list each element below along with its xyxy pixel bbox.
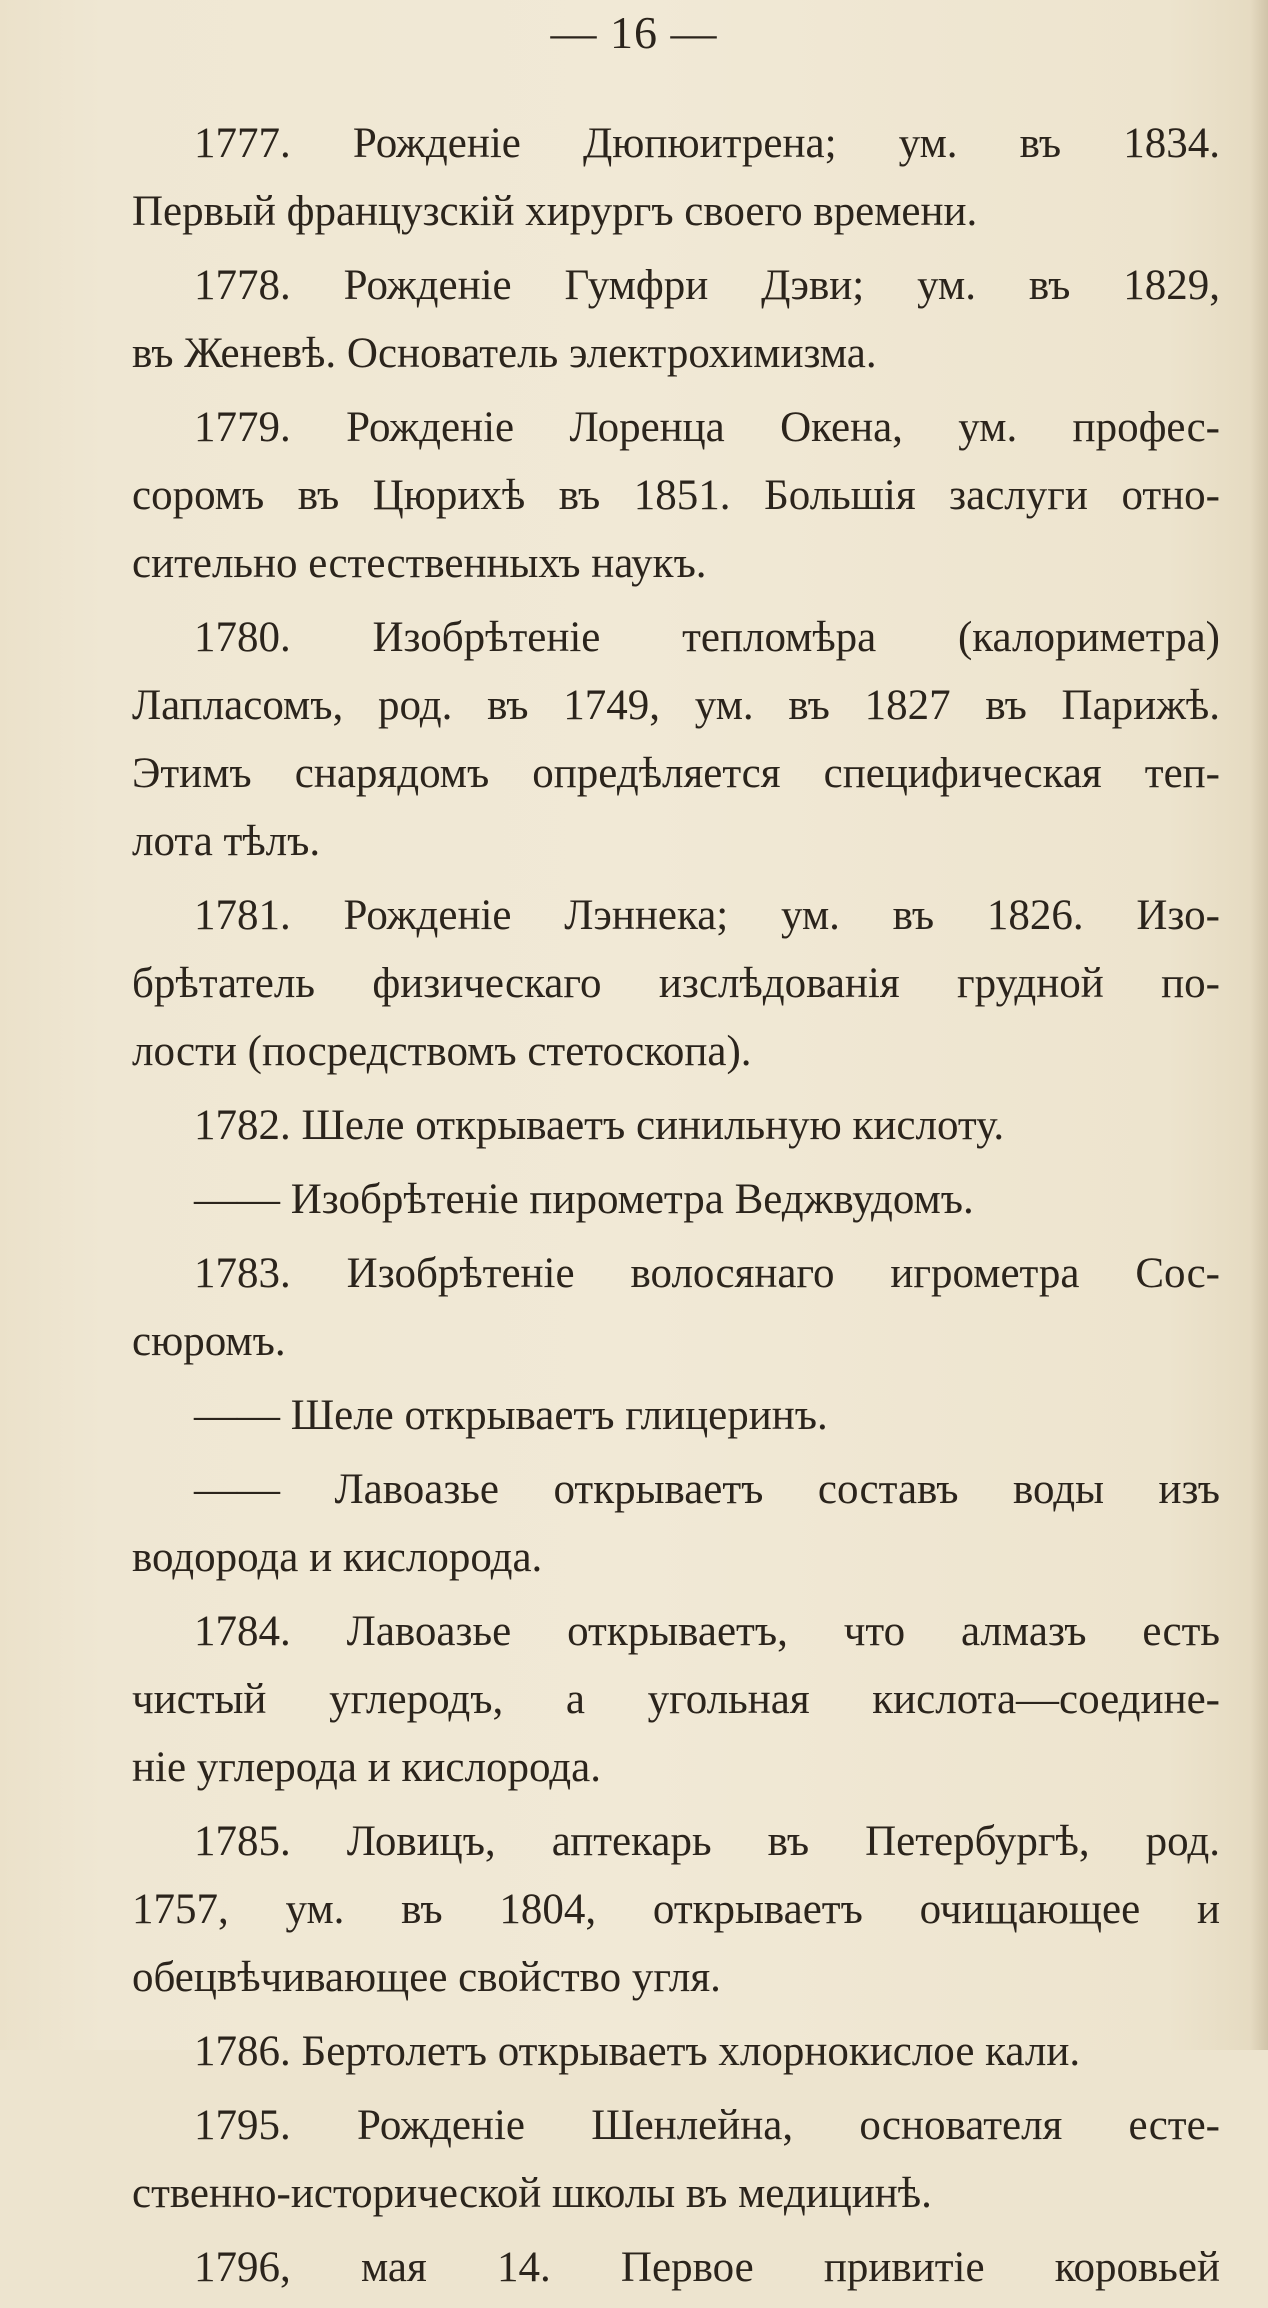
text-line: 1780. Изобрѣтеніе тепломѣра (калориметра) (194, 614, 1220, 661)
text-line: —— Изобрѣтеніе пирометра Веджвудомъ. (194, 1176, 974, 1223)
text-line: 1781. Рожденіе Лэннека; ум. въ 1826. Изо- (194, 892, 1220, 939)
text-line: лота тѣлъ. (132, 818, 321, 865)
text-line: 1786. Бертолетъ открываетъ хлорнокислое кали. (194, 2028, 1081, 2075)
text-line: 1785. Ловицъ, аптекарь въ Петербургѣ, род. (194, 1818, 1220, 1865)
text-line: сительно естественныхъ наукъ. (132, 540, 707, 587)
text-line: —— Шеле открываетъ глицеринъ. (194, 1392, 828, 1439)
entry-1784 (132, 1598, 1220, 1802)
text-line: водорода и кислорода. (132, 1534, 543, 1581)
text-line: —— Лавоазье открываетъ составъ воды изъ (194, 1466, 1220, 1513)
entry-1780 (132, 604, 1220, 876)
text-line: брѣтатель физическаго изслѣдованія грудной по- (132, 960, 1220, 1007)
text-line: въ Женевѣ. Основатель электрохимизма. (132, 330, 877, 377)
entry-1781 (132, 882, 1220, 1086)
text-line: 1779. Рожденіе Лоренца Окена, ум. профес- (194, 404, 1220, 451)
page-number: — 16 — (550, 7, 718, 58)
text-line: Лапласомъ, род. въ 1749, ум. въ 1827 въ Парижѣ. (132, 682, 1220, 729)
text-line: обецвѣчивающее свойство угля. (132, 1954, 721, 2001)
text-line: ніе углерода и кислорода. (132, 1744, 601, 1791)
text-line: Этимъ снарядомъ опредѣляется специфическая теп- (132, 750, 1220, 797)
text-line: 1778. Рожденіе Гумфри Дэви; ум. въ 1829, (194, 262, 1220, 309)
entry-1779 (132, 394, 1220, 598)
entry-1777 (132, 110, 1220, 246)
entry-1795 (132, 2092, 1220, 2228)
entry-1785 (132, 1808, 1220, 2012)
text-line: 1784. Лавоазье открываетъ, что алмазъ есть (194, 1608, 1220, 1655)
entry-1786 (132, 2018, 1220, 2086)
text-line: лости (посредствомъ стетоскопа). (132, 1028, 752, 1075)
text-line: 1757, ум. въ 1804, открываетъ очищающее и (132, 1886, 1220, 1933)
text-line: сюромъ. (132, 1318, 286, 1365)
entry-1783-water (132, 1456, 1220, 1592)
text-line: чистый углеродъ, а угольная кислота—соедине- (132, 1676, 1220, 1723)
entry-1778 (132, 252, 1220, 388)
entry-1796 (132, 2234, 1220, 2302)
text-line: 1782. Шеле открываетъ синильную кислоту. (194, 1102, 1005, 1149)
entry-1782-pyrometer (132, 1166, 1220, 1234)
text-line: 1783. Изобрѣтеніе волосянаго игрометра Сос- (194, 1250, 1220, 1297)
entry-1783-glycerin (132, 1382, 1220, 1450)
text-line: ственно-исторической школы въ медицинѣ. (132, 2170, 932, 2217)
text-line: соромъ въ Цюрихѣ въ 1851. Большія заслуги отно- (132, 472, 1220, 519)
page-body (132, 110, 1220, 2308)
entry-1783 (132, 1240, 1220, 1376)
text-line: Первый французскій хирургъ своего времени. (132, 188, 978, 235)
entry-1782 (132, 1092, 1220, 1160)
text-line: 1796, мая 14. Первое привитіе коровьей (194, 2244, 1220, 2291)
page-edge-shadow (1250, 0, 1268, 2050)
text-line: 1777. Рожденіе Дюпюитрена; ум. въ 1834. (194, 120, 1220, 167)
text-line: 1795. Рожденіе Шенлейна, основателя есте- (194, 2102, 1220, 2149)
